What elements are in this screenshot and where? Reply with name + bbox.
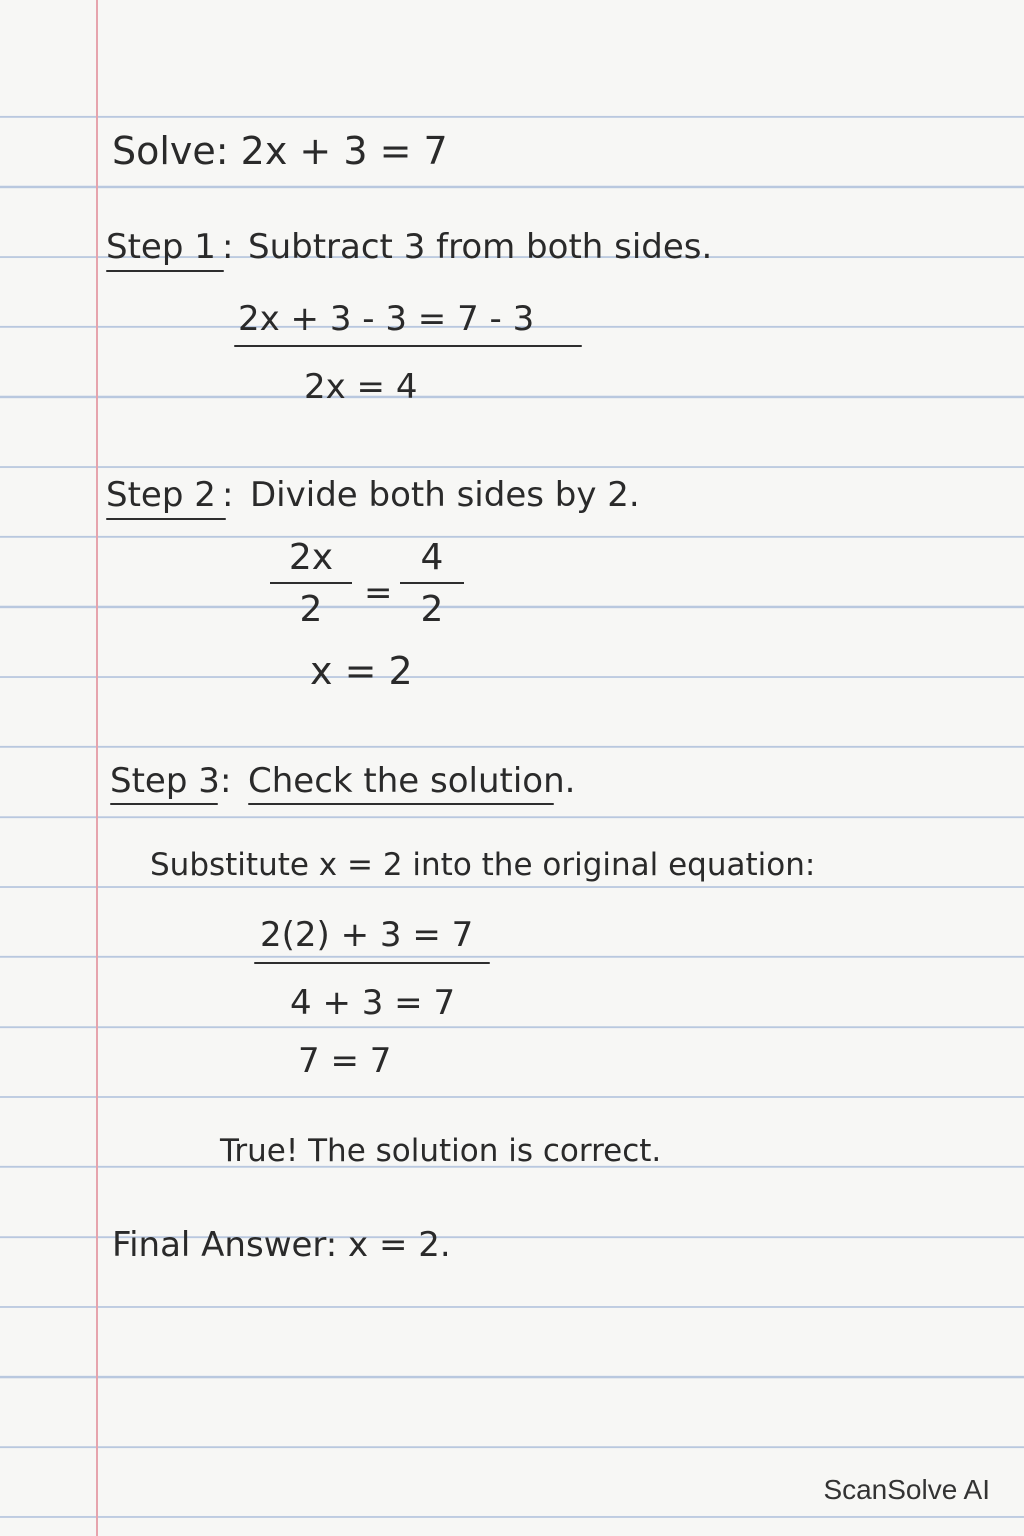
- fraction-right-denominator: 2: [420, 589, 444, 630]
- step3-verdict: True! The solution is correct.: [220, 1133, 662, 1169]
- step1-instruction: Subtract 3 from both sides.: [248, 227, 713, 267]
- step3-colon: :: [220, 761, 232, 801]
- step2-label: Step 2: [106, 475, 216, 515]
- fraction-right-numerator: 4: [420, 537, 444, 578]
- step2-result: x = 2: [310, 649, 413, 693]
- step3-equation-2: 4 + 3 = 7: [290, 983, 456, 1023]
- fraction-equals: =: [364, 573, 393, 613]
- step3-label: Step 3: [110, 761, 220, 801]
- fraction-left-numerator: 2x: [288, 537, 334, 578]
- step3-label-underline: [110, 803, 218, 805]
- step3-instruction-underline: [248, 803, 554, 805]
- fraction-left: [270, 537, 352, 630]
- step3-equation-1: 2(2) + 3 = 7: [260, 915, 474, 955]
- step1-label: Step 1: [106, 227, 216, 267]
- fraction-left-denominator: 2: [299, 589, 323, 630]
- step2-instruction: Divide both sides by 2.: [250, 475, 640, 515]
- fraction-right: [400, 537, 464, 630]
- step3-equation-underline: [254, 962, 490, 964]
- step1-equation-1: 2x + 3 - 3 = 7 - 3: [238, 299, 535, 339]
- step1-equation-underline: [234, 345, 582, 347]
- final-answer: Final Answer: x = 2.: [112, 1225, 451, 1265]
- fraction-right-bar: [400, 582, 464, 584]
- step3-equation-3: 7 = 7: [298, 1041, 392, 1081]
- fraction-left-bar: [270, 582, 352, 584]
- scansolve-watermark: ScanSolve AI: [823, 1474, 990, 1505]
- step1-label-underline: [106, 270, 224, 272]
- red-margin-line: [96, 0, 98, 1536]
- step1-colon: :: [222, 227, 234, 267]
- step2-label-underline: [106, 518, 226, 520]
- step2-colon: :: [222, 475, 234, 515]
- step1-equation-2: 2x = 4: [304, 367, 418, 407]
- step3-substitute-note: Substitute x = 2 into the original equation:: [150, 847, 816, 883]
- problem-statement: Solve: 2x + 3 = 7: [112, 129, 448, 173]
- step3-instruction: Check the solution.: [248, 761, 576, 801]
